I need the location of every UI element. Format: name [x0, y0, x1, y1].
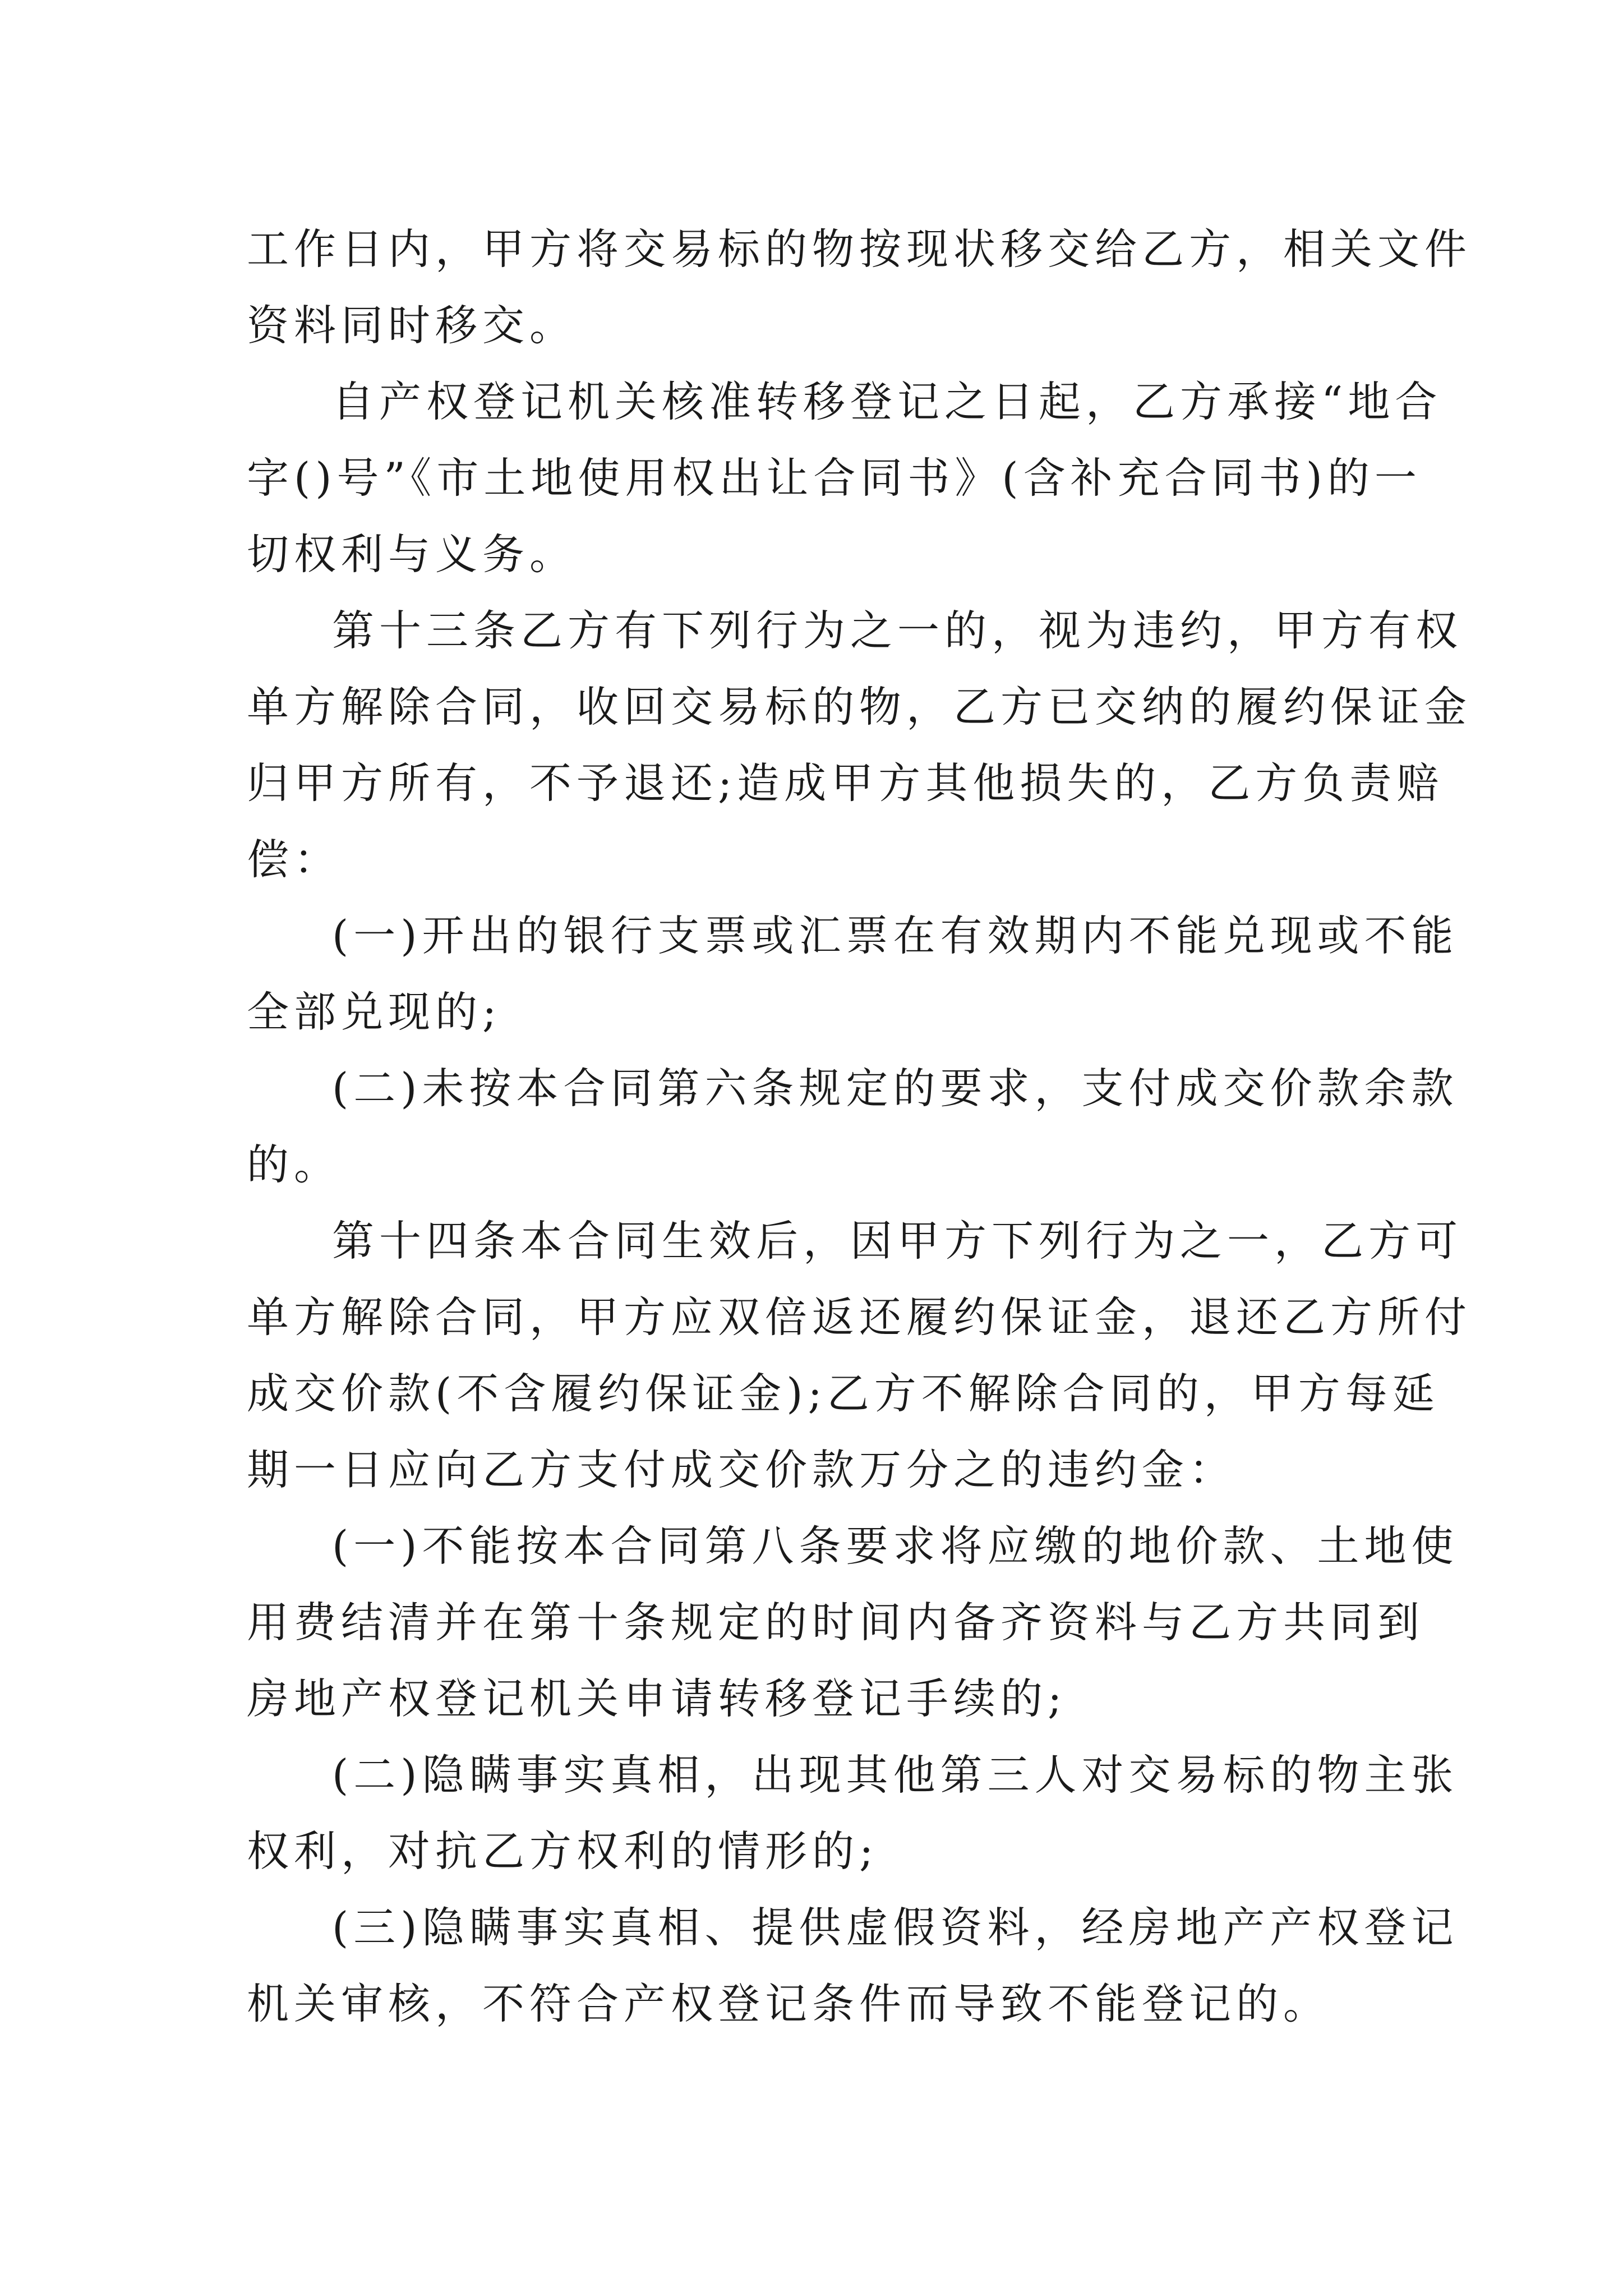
paragraph-article-14-item-3: [247, 1889, 1459, 2042]
text-line: 单方解除合同，收回交易标的物，乙方已交纳的履约保证金: [247, 682, 1472, 731]
text-line: 第十四条本合同生效后，因甲方下列行为之一，乙方可: [332, 1216, 1463, 1266]
text-line: (二)未按本合同第六条规定的要求，支付成交价款余款: [332, 1064, 1459, 1113]
text-line: (一)开出的银行支票或汇票在有效期内不能兑现或不能: [332, 911, 1459, 960]
text-line: 字()号”《市土地使用权出让合同书》(含补充合同书)的一: [247, 453, 1422, 503]
paragraph-article-13: [247, 592, 1472, 898]
text-line: 用费结清并在第十条规定的时间内备齐资料与乙方共同到: [247, 1598, 1425, 1647]
text-line: 机关审核，不符合产权登记条件而导致不能登记的。: [247, 1979, 1331, 2028]
text-line: 成交价款(不含履约保证金);乙方不解除合同的，甲方每延: [247, 1369, 1440, 1418]
paragraph-article-13-item-2: [247, 1050, 1459, 1203]
text-line: (三)隐瞒事实真相、提供虚假资料，经房地产产权登记: [332, 1903, 1459, 1952]
text-line: 全部兑现的;: [247, 987, 502, 1037]
text-line: 切权利与义务。: [247, 530, 577, 579]
paragraph-rights-transfer: [247, 364, 1442, 592]
paragraph-article-14-item-1: [247, 1508, 1459, 1737]
text-line: 单方解除合同，甲方应双倍返还履约保证金，退还乙方所付: [247, 1292, 1472, 1342]
text-line: 自产权登记机关核准转移登记之日起，乙方承接“地合: [332, 377, 1442, 426]
text-line: (二)隐瞒事实真相，出现其他第三人对交易标的物主张: [332, 1750, 1459, 1800]
text-line: 期一日应向乙方支付成交价款万分之的违约金：: [247, 1445, 1237, 1494]
text-line: (一)不能按本合同第八条要求将应缴的地价款、土地使: [332, 1521, 1459, 1571]
paragraph-handover: [247, 211, 1472, 364]
text-line: 第十三条乙方有下列行为之一的，视为违约，甲方有权: [332, 606, 1463, 655]
text-line: 权利，对抗乙方权利的情形的;: [247, 1826, 879, 1876]
contract-text: [247, 211, 1472, 2042]
text-line: 工作日内，甲方将交易标的物按现状移交给乙方，相关文件: [247, 224, 1472, 274]
paragraph-article-14: [247, 1203, 1472, 1508]
text-line: 的。: [247, 1140, 342, 1189]
paragraph-article-13-item-1: [247, 898, 1459, 1050]
paragraph-article-14-item-2: [247, 1737, 1459, 1889]
text-line: 房地产权登记机关申请转移登记手续的;: [247, 1674, 1067, 1723]
text-line: 偿：: [247, 835, 342, 884]
text-line: 归甲方所有，不予退还;造成甲方其他损失的，乙方负责赔: [247, 758, 1444, 808]
text-line: 资料同时移交。: [247, 301, 577, 350]
